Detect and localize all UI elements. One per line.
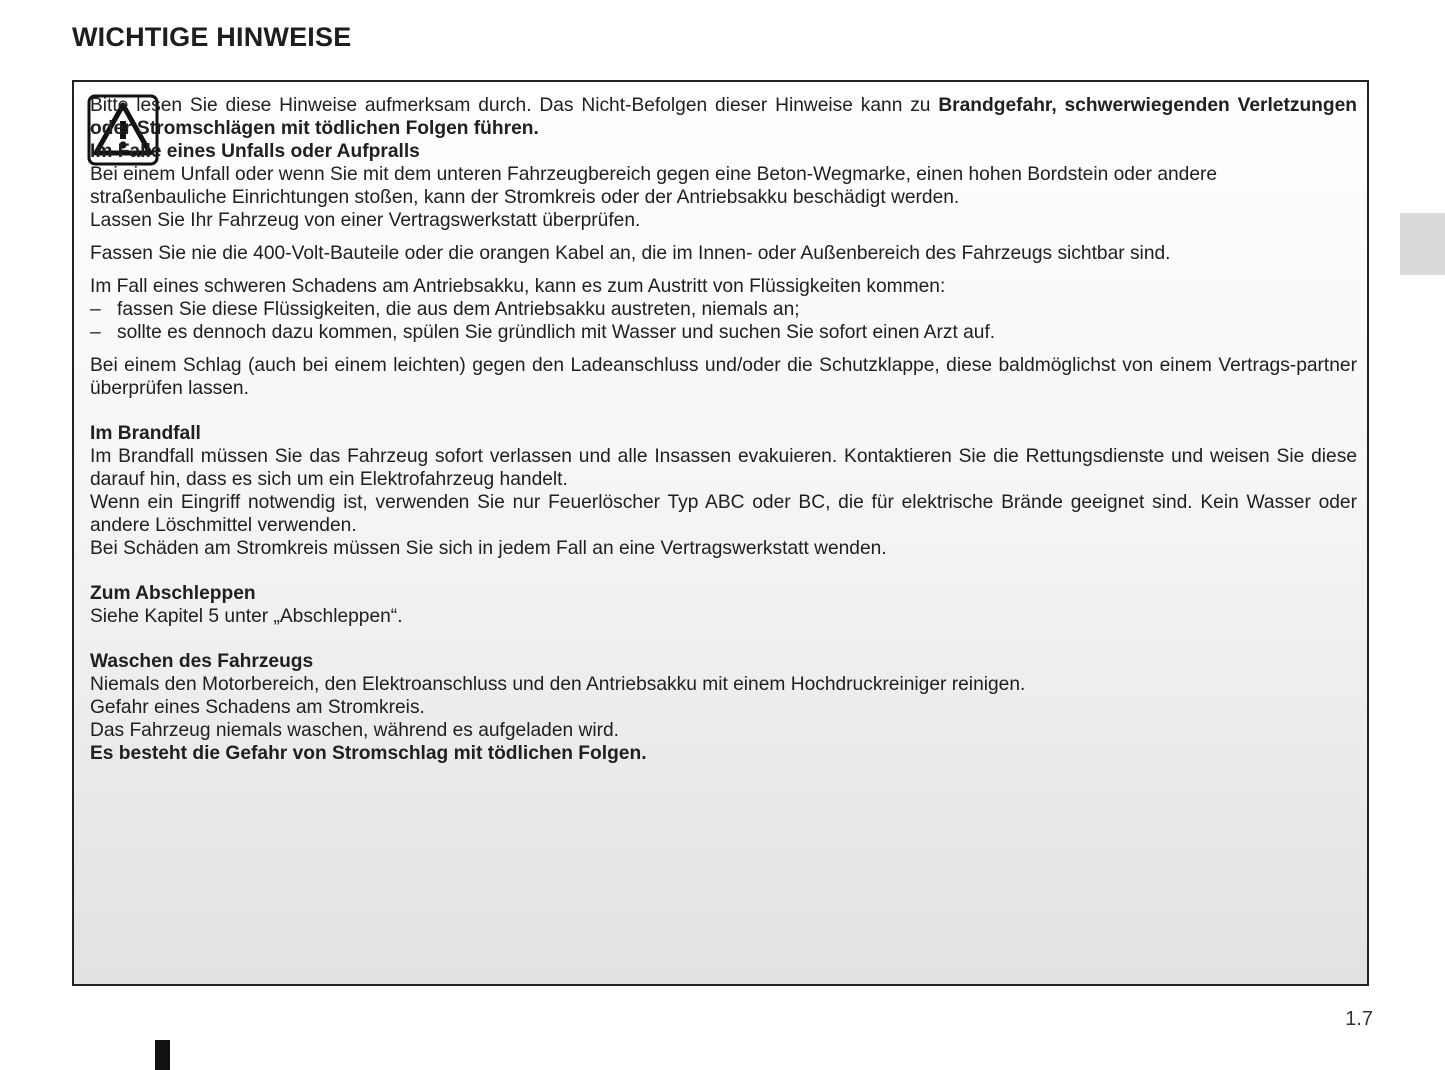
- list-item: [90, 321, 1357, 344]
- chapter-tab: [1400, 213, 1445, 275]
- dash-bullet: –: [90, 299, 101, 320]
- intro-paragraph: [90, 94, 1357, 140]
- battery-intro: Im Fall eines schweren Schadens am Antriebsakku, kann es zum Austritt von Flüssigkeiten kommen:: [90, 276, 946, 297]
- towing-text: Siehe Kapitel 5 unter „Abschleppen“.: [90, 606, 403, 627]
- print-marker: [155, 1040, 170, 1070]
- list-item: [90, 298, 1357, 321]
- list-item-text: fassen Sie diese Flüssigkeiten, die aus dem Antriebsakku austreten, niemals an;: [117, 299, 800, 320]
- warning-box: [72, 80, 1369, 986]
- fire-text-line3: Bei Schäden am Stromkreis müssen Sie sich in jedem Fall an eine Vertragswerkstatt wenden.: [90, 538, 887, 559]
- intro-bold-text: Brandgefahr, schwerwiegenden Verletzungen oder Stromschlägen mit tödlichen Folgen führen.: [90, 95, 1358, 139]
- washing-text-line1: Niemals den Motorbereich, den Elektroanschluss und den Antriebsakku mit einem Hochdruckreiniger reinigen.: [90, 674, 1026, 695]
- accident-text-line1: Bei einem Unfall oder wenn Sie mit dem unteren Fahrzeugbereich gegen eine Beton-Wegmarke, einen hohen Bordstein oder andere: [90, 164, 1218, 185]
- fire-heading: Im Brandfall: [90, 423, 201, 444]
- accident-heading: Im Falle eines Unfalls oder Aufpralls: [90, 141, 420, 162]
- page-title: WICHTIGE HINWEISE: [72, 22, 352, 52]
- washing-heading: Waschen des Fahrzeugs: [90, 651, 314, 672]
- charging-port-warning: Bei einem Schlag (auch bei einem leichten) gegen den Ladeanschluss und/oder die Schutzklappe, diese baldmöglichst von einem Vertrags-partner überprüfen lassen.: [90, 355, 1357, 399]
- washing-text-line3: Das Fahrzeug niemals waschen, während es aufgeladen wird.: [90, 720, 620, 741]
- fire-text-line1: Im Brandfall müssen Sie das Fahrzeug sofort verlassen und alle Insassen evakuieren. Kontaktieren Sie die Rettungsdienste und weisen Sie diese darauf hin, dass es sich um ein Elektrofahrzeug handelt.: [90, 446, 1357, 490]
- washing-text-line4: Es besteht die Gefahr von Stromschlag mit tödlichen Folgen.: [90, 743, 647, 764]
- page-number: 1.7: [1345, 1008, 1373, 1030]
- voltage-warning: Fassen Sie nie die 400-Volt-Bauteile oder die orangen Kabel an, die im Innen- oder Außenbereich des Fahrzeugs sichtbar sind.: [90, 243, 1171, 264]
- intro-text: Bitte lesen Sie diese Hinweise aufmerksam durch. Das Nicht-Befolgen dieser Hinweise kann zu: [90, 95, 939, 116]
- list-item-text: sollte es dennoch dazu kommen, spülen Sie gründlich mit Wasser und suchen Sie sofort einen Arzt auf.: [117, 322, 996, 343]
- dash-bullet: –: [90, 322, 101, 343]
- washing-text-line2: Gefahr eines Schadens am Stromkreis.: [90, 697, 425, 718]
- towing-heading: Zum Abschleppen: [90, 583, 256, 604]
- accident-text-line1-rest: straßenbauliche Einrichtungen stoßen, kann der Stromkreis oder der Antriebsakku beschädigt werden.: [90, 187, 960, 208]
- fire-text-line2: Wenn ein Eingriff notwendig ist, verwenden Sie nur Feuerlöscher Typ ABC oder BC, die für elektrische Brände geeignet sind. Kein Wasser oder andere Löschmittel verwenden.: [90, 492, 1357, 536]
- warning-content: [90, 94, 1357, 765]
- accident-text-line2: Lassen Sie Ihr Fahrzeug von einer Vertragswerkstatt überprüfen.: [90, 210, 641, 231]
